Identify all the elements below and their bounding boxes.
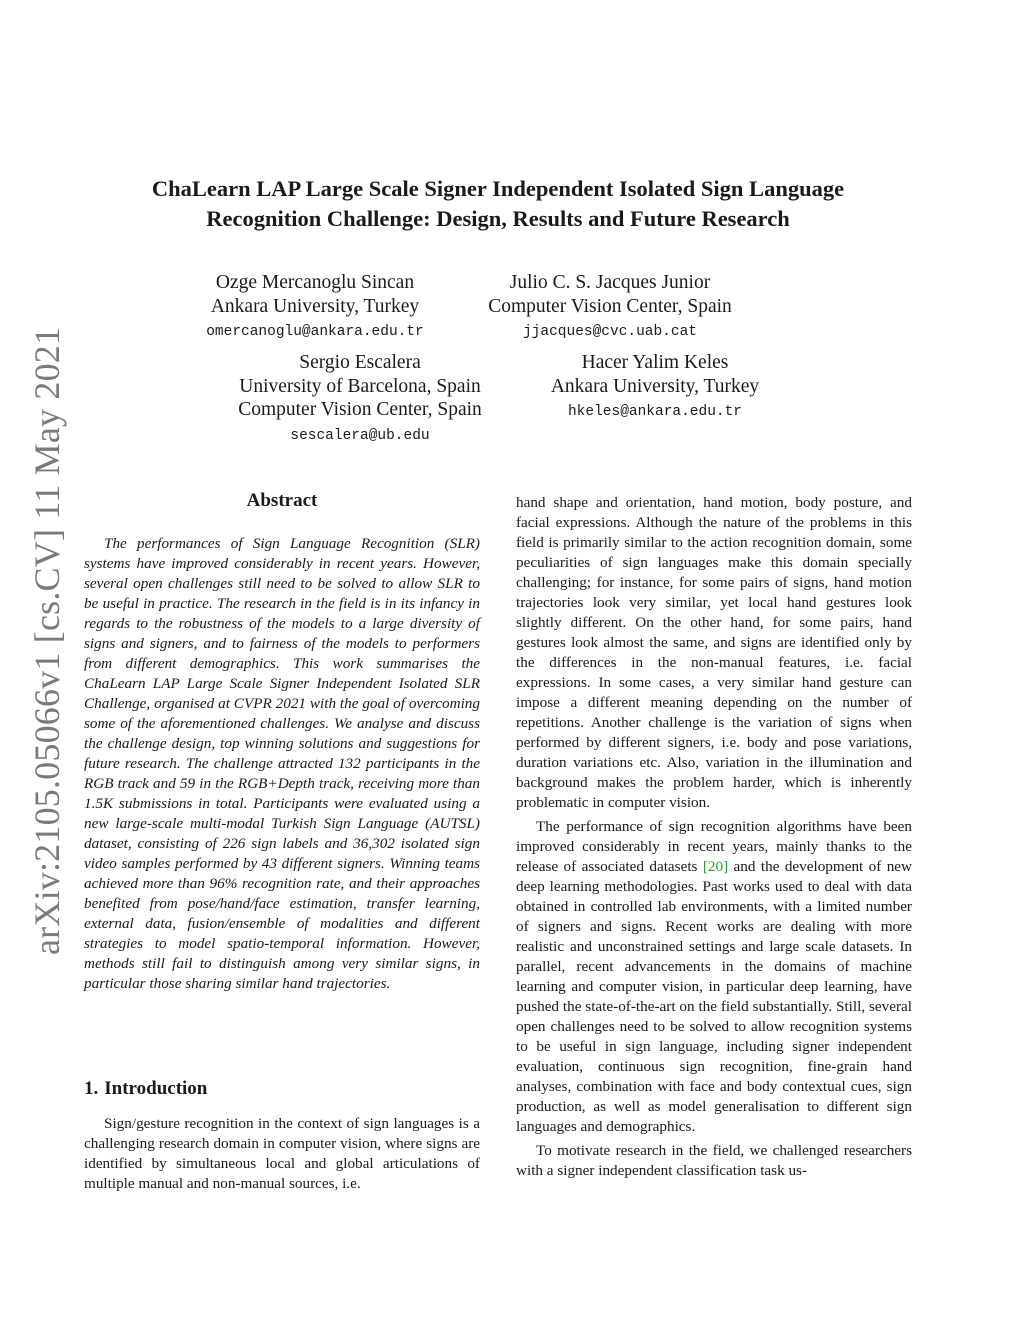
section-number: 1. [84,1078,99,1099]
paragraph-text: The performance of sign recognition algorithms have been improved considerably in recent years, mainly thanks to the release of associated datasets [516,818,912,875]
paragraph: To motivate research in the field, we challenged researchers with a signer independent classification task us- [516,1142,912,1179]
section-heading-introduction [84,1076,213,1102]
author-email[interactable]: jjacques@cvc.uab.cat [522,324,698,340]
author-affiliation: Ankara University, Turkey [210,295,420,317]
author-email[interactable]: omercanoglu@ankara.edu.tr [206,324,424,340]
arxiv-identifier: arXiv:2105.05066v1 [cs.CV] 11 May 2021 [27,326,67,955]
author-name: Julio C. S. Jacques Junior [509,272,711,293]
abstract-body [84,534,480,994]
author-affiliation-secondary: Computer Vision Center, Spain [238,399,482,420]
paper-title-line-1: ChaLearn LAP Large Scale Signer Independent Isolated Sign Language [151,176,845,201]
paragraph [516,817,912,1137]
paragraph: Sign/gesture recognition in the context of sign languages is a challenging research domain in computer vision, where signs are identified by simultaneous local and global articulations of multiple manual and non-manual sources, i.e. [84,1115,480,1192]
author-block [205,351,515,448]
author-affiliation: Ankara University, Turkey [550,375,760,397]
abstract-heading: Abstract [246,490,318,511]
paragraph-text: and the development of new deep learning methodologies. Past works used to deal with data obtained in controlled lab environments, with a limited number of signers and signs. Recent works are dealing with more realistic and unconstrained settings and large scale datasets. In parallel, recent advancements in the domains of machine learning and computer vision, in particular deep learning, have pushed the state-of-the-art on the field substantially. Still, several open challenges need to be solved to allow recognition systems to be useful in sign language, including signer independent evaluation, continuous sign recognition, fine-grain hand analyses, combination with face and body contextual cues, sign production, as well as model generalisation to different sign languages and demographics. [516,858,912,1135]
author-block [455,271,765,344]
citation-link[interactable]: [20] [702,858,729,875]
author-block [500,351,810,424]
paragraph: hand shape and orientation, hand motion, body posture, and facial expressions. Although the nature of the problems in this field is primarily similar to the action recognition domain, some peculiarities of sign languages make this domain specially challenging; for instance, for some pairs of signs, hand motion trajectories look very similar, yet local hand gestures look slightly different. On the other hand, for some pairs, hand gestures look almost the same, and signs are identified only by the differences in the non-manual features, i.e. facial expressions. In some cases, a very similar hand gesture can impose a different meaning depending on the number of repetitions. Another challenge is the variation of signs when performed by different signers, i.e. body and pose variations, duration variations etc. Also, variation in the illumination and background makes the problem harder, which is inherently problematic in computer vision. [516,494,912,811]
introduction-left-column [84,1114,480,1194]
author-name: Hacer Yalim Keles [581,352,729,373]
author-email[interactable]: sescalera@ub.edu [290,427,430,444]
author-affiliation: University of Barcelona, Spain [239,375,481,397]
author-affiliation: Computer Vision Center, Spain [488,295,732,317]
author-name: Ozge Mercanoglu Sincan [215,272,415,293]
introduction-right-column [516,493,912,1181]
abstract-paragraph: The performances of Sign Language Recognition (SLR) systems have improved considerably in recent years. However, several open challenges still need to be solved to allow SLR to be useful in practice. The research in the field is in its infancy in regards to the robustness of the models to a large diversity of signs and signers, and to fairness of the models to performers from different demographics. This work summarises the ChaLearn LAP Large Scale Signer Independent Isolated SLR Challenge, organised at CVPR 2021 with the goal of overcoming some of the aforementioned challenges. We analyse and discuss the challenge design, top winning solutions and suggestions for future research. The challenge attracted 132 participants in the RGB track and 59 in the RGB+Depth track, receiving more than 1.5K submissions in total. Participants were evaluated using a new large-scale multi-modal Turkish Sign Language (AUTSL) dataset, consisting of 226 sign labels and 36,302 isolated sign video samples performed by 43 different signers. Winning teams achieved more than 96% recognition rate, and their approaches benefited from pose/hand/face estimation, transfer learning, external data, fusion/ensemble of modalities and different strategies to model spatio-temporal information. However, methods still fail to distinguish among very similar signs, in particular those sharing similar hand trajectories. [84,535,480,992]
paper-title-line-2: Recognition Challenge: Design, Results and Future Research [206,206,790,231]
author-block [160,271,470,344]
author-email[interactable]: hkeles@ankara.edu.tr [567,404,743,420]
section-title: Introduction [104,1078,208,1099]
author-name: Sergio Escalera [299,352,421,373]
